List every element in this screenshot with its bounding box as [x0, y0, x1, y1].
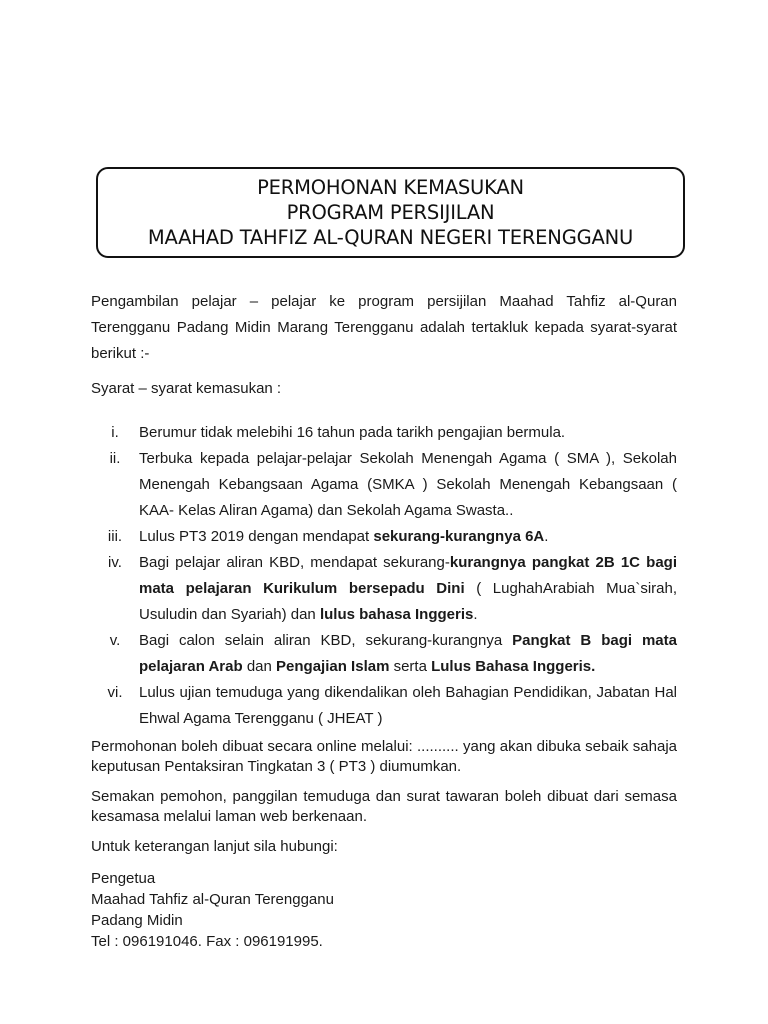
- requirement-text-segment: .: [544, 528, 549, 545]
- requirement-text-segment: Lulus PT3 2019 dengan mendapat: [139, 528, 374, 545]
- requirement-item: [91, 680, 677, 732]
- requirement-bold-text: sekurang-kurangnya 6A: [373, 528, 545, 545]
- requirement-number: iii.: [107, 528, 123, 545]
- requirement-item: [91, 550, 677, 628]
- title-line-1: PERMOHONAN KEMASUKAN: [257, 176, 524, 199]
- requirement-number: iv.: [108, 554, 122, 571]
- requirement-item: [91, 524, 677, 550]
- requirement-text: [139, 446, 677, 524]
- contact-place: Padang Midin: [91, 912, 183, 929]
- intro-paragraph: Pengambilan pelajar – pelajar ke program persijilan Maahad Tahfiz al-Quran Terengganu Padang Midin Marang Terengganu adalah tertakluk kepada syarat-syarat berikut :-: [91, 293, 677, 362]
- requirement-item: [91, 420, 677, 446]
- requirement-text-segment: Bagi calon selain aliran KBD, sekurang-kurangnya: [139, 632, 513, 649]
- requirement-text-segment: ( LughahArabiah Mua`sirah, Usuludin dan Syariah) dan: [139, 580, 678, 623]
- requirement-text: [139, 628, 677, 680]
- requirement-text: [139, 550, 677, 628]
- requirement-item: [91, 446, 677, 524]
- requirement-bold-text: kurangnya pangkat 2B 1C bagi mata pelajaran Kurikulum bersepadu Dini: [139, 554, 677, 597]
- screening-paragraph: Semakan pemohon, panggilan temuduga dan surat tawaran boleh dibuat dari semasa kesamasa melalui laman web berkenaan.: [91, 788, 677, 825]
- requirement-text-segment: dan: [242, 658, 277, 675]
- requirements-list: [91, 420, 677, 732]
- requirement-number: v.: [109, 632, 121, 649]
- contact-intro: Untuk keterangan lanjut sila hubungi:: [91, 838, 338, 855]
- requirement-bold-text: Lulus Bahasa Inggeris.: [431, 658, 596, 675]
- contact-block: [91, 868, 334, 952]
- requirement-text-segment: Lulus ujian temuduga yang dikendalikan oleh Bahagian Pendidikan, Jabatan Hal Ehwal Agama Terengganu ( JHEAT ): [139, 684, 677, 727]
- requirement-bold-text: Pengajian Islam: [276, 658, 390, 675]
- requirement-text: [139, 680, 677, 732]
- title-line-3: MAAHAD TAHFIZ AL-QURAN NEGERI TERENGGANU: [147, 226, 634, 249]
- requirement-number: vi.: [107, 684, 123, 701]
- requirement-text-segment: Bagi pelajar aliran KBD, mendapat sekurang-: [139, 554, 450, 571]
- requirement-bold-text: Pangkat B bagi mata pelajaran Arab: [139, 632, 677, 675]
- requirement-text: [139, 420, 677, 446]
- contact-phone-fax: Tel : 096191046. Fax : 096191995.: [91, 933, 323, 950]
- requirement-bold-text: lulus bahasa Inggeris: [319, 606, 474, 623]
- contact-organization: Maahad Tahfiz al-Quran Terengganu: [91, 891, 334, 908]
- requirement-number: ii.: [109, 450, 121, 467]
- requirement-text-segment: .: [473, 606, 478, 623]
- requirement-text-segment: Berumur tidak melebihi 16 tahun pada tarikh pengajian bermula.: [139, 424, 566, 441]
- requirement-number: i.: [111, 424, 119, 441]
- online-application-paragraph: Permohonan boleh dibuat secara online melalui: .......... yang akan dibuka sebaik sahaja keputusan Pentaksiran Tingkatan 3 ( PT3 ) diumumkan.: [91, 738, 677, 775]
- title-line-2: PROGRAM PERSIJILAN: [286, 201, 495, 224]
- title-box: [96, 167, 685, 258]
- requirement-item: [91, 628, 677, 680]
- requirement-text: [139, 524, 677, 550]
- requirements-heading: Syarat – syarat kemasukan :: [91, 380, 282, 397]
- contact-role: Pengetua: [91, 870, 156, 887]
- requirement-text-segment: Terbuka kepada pelajar-pelajar Sekolah Menengah Agama ( SMA ), Sekolah Menengah Kebangsaan Agama (SMKA ) Sekolah Menengah Kebangsaan ( KAA- Kelas Aliran Agama) dan Sekolah Agama Swasta..: [139, 450, 677, 519]
- requirement-text-segment: serta: [389, 658, 432, 675]
